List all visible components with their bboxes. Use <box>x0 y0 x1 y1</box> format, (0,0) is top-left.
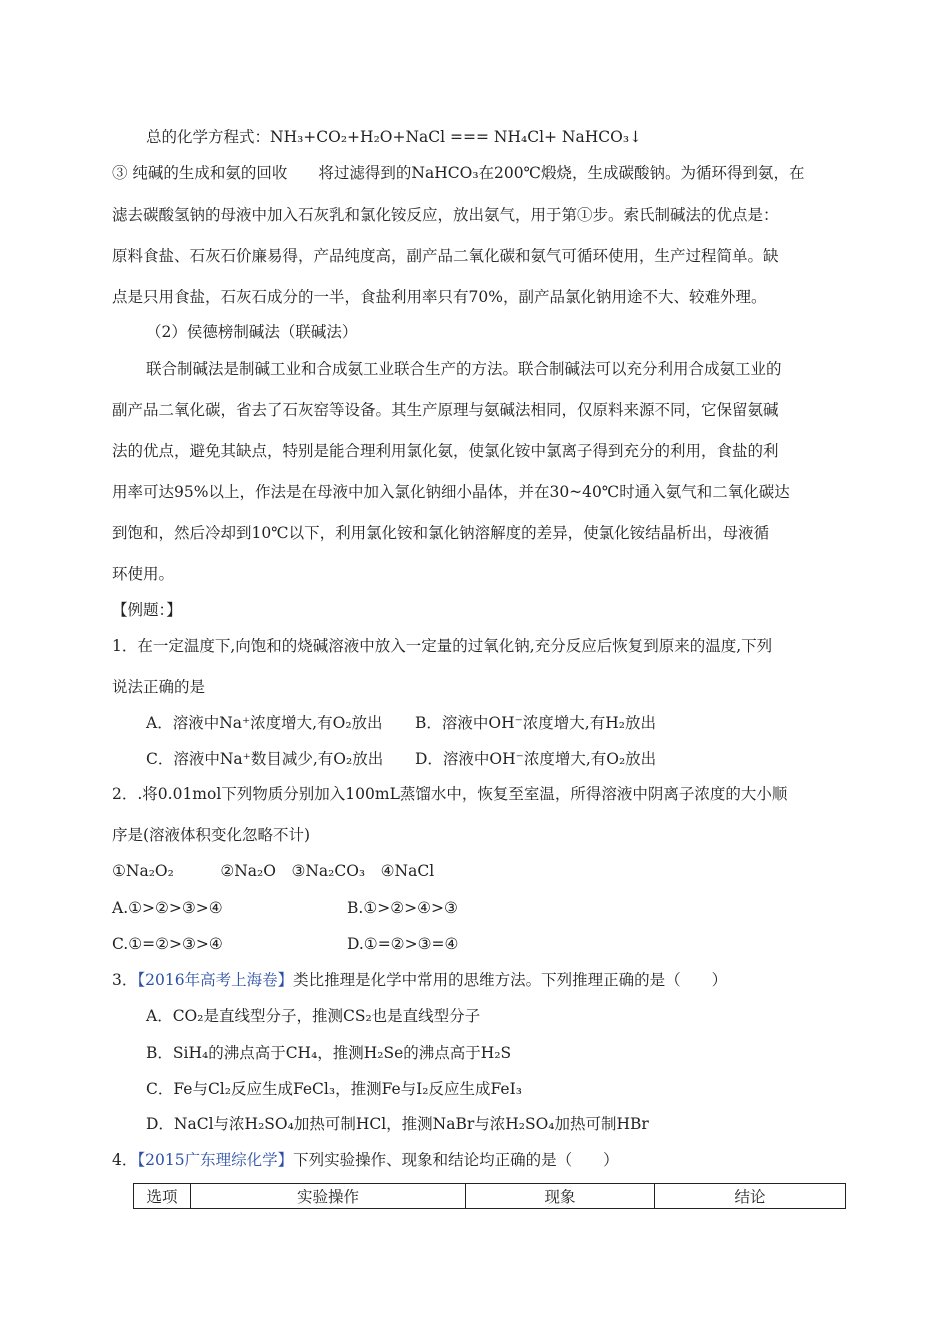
question-1-option-a: A．溶液中Na⁺浓度增大,有O₂放出 <box>146 714 383 732</box>
table-header-cell: 结论 <box>655 1184 846 1209</box>
paragraph-line: 滤去碳酸氢钠的母液中加入石灰乳和氯化铵反应，放出氨气，用于第①步。索氏制碱法的优点是： <box>112 206 779 224</box>
paragraph-line: 到饱和，然后冷却到10℃以下，利用氯化铵和氯化钠溶解度的差异，使氯化铵结晶析出，母液循 <box>112 524 770 542</box>
question-2-items: ①Na₂O₂ ②Na₂O ③Na₂CO₃ ④NaCl <box>112 862 435 880</box>
question-3-option-d: D．NaCl与浓H₂SO₄加热可制HCl，推测NaBr与浓H₂SO₄加热可制HBr <box>146 1115 649 1133</box>
question-3-option-a: A．CO₂是直线型分子，推测CS₂也是直线型分子 <box>146 1007 481 1025</box>
question-2-text: 2．.将0.01mol下列物质分别加入100mL蒸馏水中，恢复至室温，所得溶液中阴离子浓度的大小顺 <box>112 785 788 803</box>
question-2-option-d: D.①=②>③=④ <box>347 935 459 953</box>
table-header-row <box>134 1184 846 1209</box>
paragraph-line: 总的化学方程式：NH₃+CO₂+H₂O+NaCl === NH₄Cl+ NaHCO₃↓ <box>146 128 643 146</box>
question-2-option-a: A.①>②>③>④ <box>112 899 223 917</box>
question-1-option-d: D．溶液中OH⁻浓度增大,有O₂放出 <box>415 750 657 768</box>
question-3-option-b: B．SiH₄的沸点高于CH₄，推测H₂Se的沸点高于H₂S <box>146 1044 512 1062</box>
question-4-text: 下列实验操作、现象和结论均正确的是（ ） <box>293 1151 619 1169</box>
question-4-source: 【2015广东理综化学】 <box>137 1151 294 1169</box>
question-1-text: 1．在一定温度下,向饱和的烧碱溶液中放入一定量的过氧化钠,充分反应后恢复到原来的温度,下列 <box>112 637 773 655</box>
question-2-text: 序是(溶液体积变化忽略不计) <box>112 826 311 844</box>
question-1-text: 说法正确的是 <box>112 678 206 696</box>
paragraph-line: 法的优点，避免其缺点，特别是能合理利用氯化氨，使氯化铵中氯离子得到充分的利用，食盐的利 <box>112 442 779 460</box>
table-header-cell: 现象 <box>466 1184 655 1209</box>
examples-heading: 【例题：】 <box>112 601 182 619</box>
question-3-source: 【2016年高考上海卷】 <box>137 971 294 989</box>
question-3-option-c: C．Fe与Cl₂反应生成FeCl₃，推测Fe与I₂反应生成FeI₃ <box>146 1080 522 1098</box>
paragraph-line: 点是只用食盐，石灰石成分的一半，食盐利用率只有70%，副产品氯化钠用途不大、较难外理。 <box>112 288 767 306</box>
paragraph-line: 环使用。 <box>112 565 175 583</box>
question-4-number: 4． <box>112 1151 138 1169</box>
question-4-line <box>112 1150 619 1170</box>
paragraph-line: 原料食盐、石灰石价廉易得，产品纯度高，副产品二氧化碳和氨气可循环使用，生产过程简单。缺 <box>112 247 779 265</box>
paragraph-line: ③ 纯碱的生成和氨的回收 将过滤得到的NaHCO₃在200℃煅烧，生成碳酸钠。为循环得到氨，在 <box>112 164 805 182</box>
question-2-option-b: B.①>②>④>③ <box>347 899 458 917</box>
paragraph-line: 副产品二氧化碳，省去了石灰窑等设备。其生产原理与氨碱法相同，仅原料来源不同，它保留氨碱 <box>112 401 779 419</box>
table-header-cell: 选项 <box>134 1184 191 1209</box>
options-table <box>133 1183 846 1209</box>
question-3-line <box>112 970 727 990</box>
section-heading: （2）侯德榜制碱法（联碱法） <box>146 323 358 341</box>
table-header-cell: 实验操作 <box>191 1184 466 1209</box>
question-1-option-b: B．溶液中OH⁻浓度增大,有H₂放出 <box>415 714 656 732</box>
question-3-number: 3． <box>112 971 138 989</box>
paragraph-line: 用率可达95%以上，作法是在母液中加入氯化钠细小晶体，并在30~40℃时通入氨气和二氧化碳达 <box>112 483 790 501</box>
question-1-option-c: C．溶液中Na⁺数目减少,有O₂放出 <box>146 750 384 768</box>
paragraph-line: 联合制碱法是制碱工业和合成氨工业联合生产的方法。联合制碱法可以充分利用合成氨工业的 <box>146 360 782 378</box>
question-2-option-c: C.①=②>③>④ <box>112 935 223 953</box>
question-3-text: 类比推理是化学中常用的思维方法。下列推理正确的是（ ） <box>293 971 728 989</box>
